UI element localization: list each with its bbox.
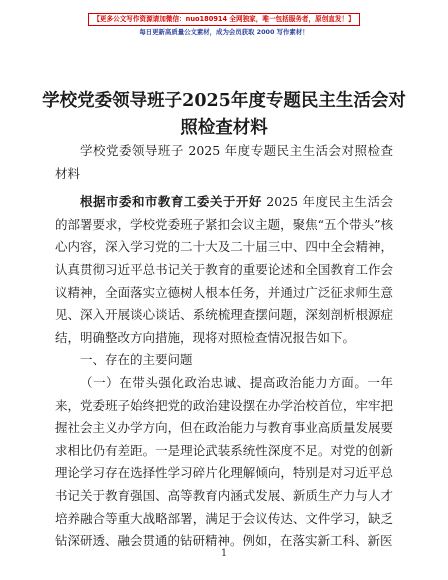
document-title: 学校党委领导班子2025年度专题民主生活会对照检查材料: [42, 91, 406, 138]
intro-paragraph: [55, 191, 393, 349]
promo-contact-line: 【更多公文写作资源请加微信：nuo180914 全网独家，唯一包括服务者，原创直发！】: [88, 13, 359, 26]
promo-member-line: 每日更新高质量公文素材，成为会员获取 2000 写作素材！: [139, 27, 309, 36]
intro-text: 2025 年度民主生活会的部署要求，学校党委班子紧扣会议主题，聚焦“五个带头”核心内容，深入学习党的二十大及二十届三中、四中全会精神，认真贯彻习近平总书记关于教育的重要论述和全国教育工作会议精神，全面落实立德树人根本任务，并通过广泛征求师生意见、深入开展谈心谈话、系统梳理查摆问题，深刻剖析根源症结，明确整改方向措施，现将对照检查情况报告如下。: [55, 194, 393, 345]
promo-banner: [0, 6, 448, 36]
section-paragraph: （一）在带头强化政治忠诚、提高政治能力方面。一年来，党委班子始终把党的政治建设摆在办学治校首位，牢牢把握社会主义办学方向，但在政治能力与教育事业高质量发展要求相比仍有差距。一是理论武装系统性深度不足。对党的创新理论学习存在选择性学习碎片化理解倾向，特别是对习近平总书记关于教育强国、高等教育内涵式发展、新质生产力与人才培养融合等重大战略部署，满足于会议传达、文件学习，缺乏钻深研透、融会贯通的钻研精神。例如，在落实新工科、新医: [55, 374, 393, 549]
document-subheading: 学校党委领导班子 2025 年度专题民主生活会对照检查材料: [55, 143, 393, 181]
document-body: [55, 140, 393, 553]
section-heading: 一、存在的主要问题: [80, 352, 193, 368]
page-number: 1: [220, 548, 228, 559]
intro-bold-text: 根据市委和市教育工委关于开好: [80, 194, 262, 210]
